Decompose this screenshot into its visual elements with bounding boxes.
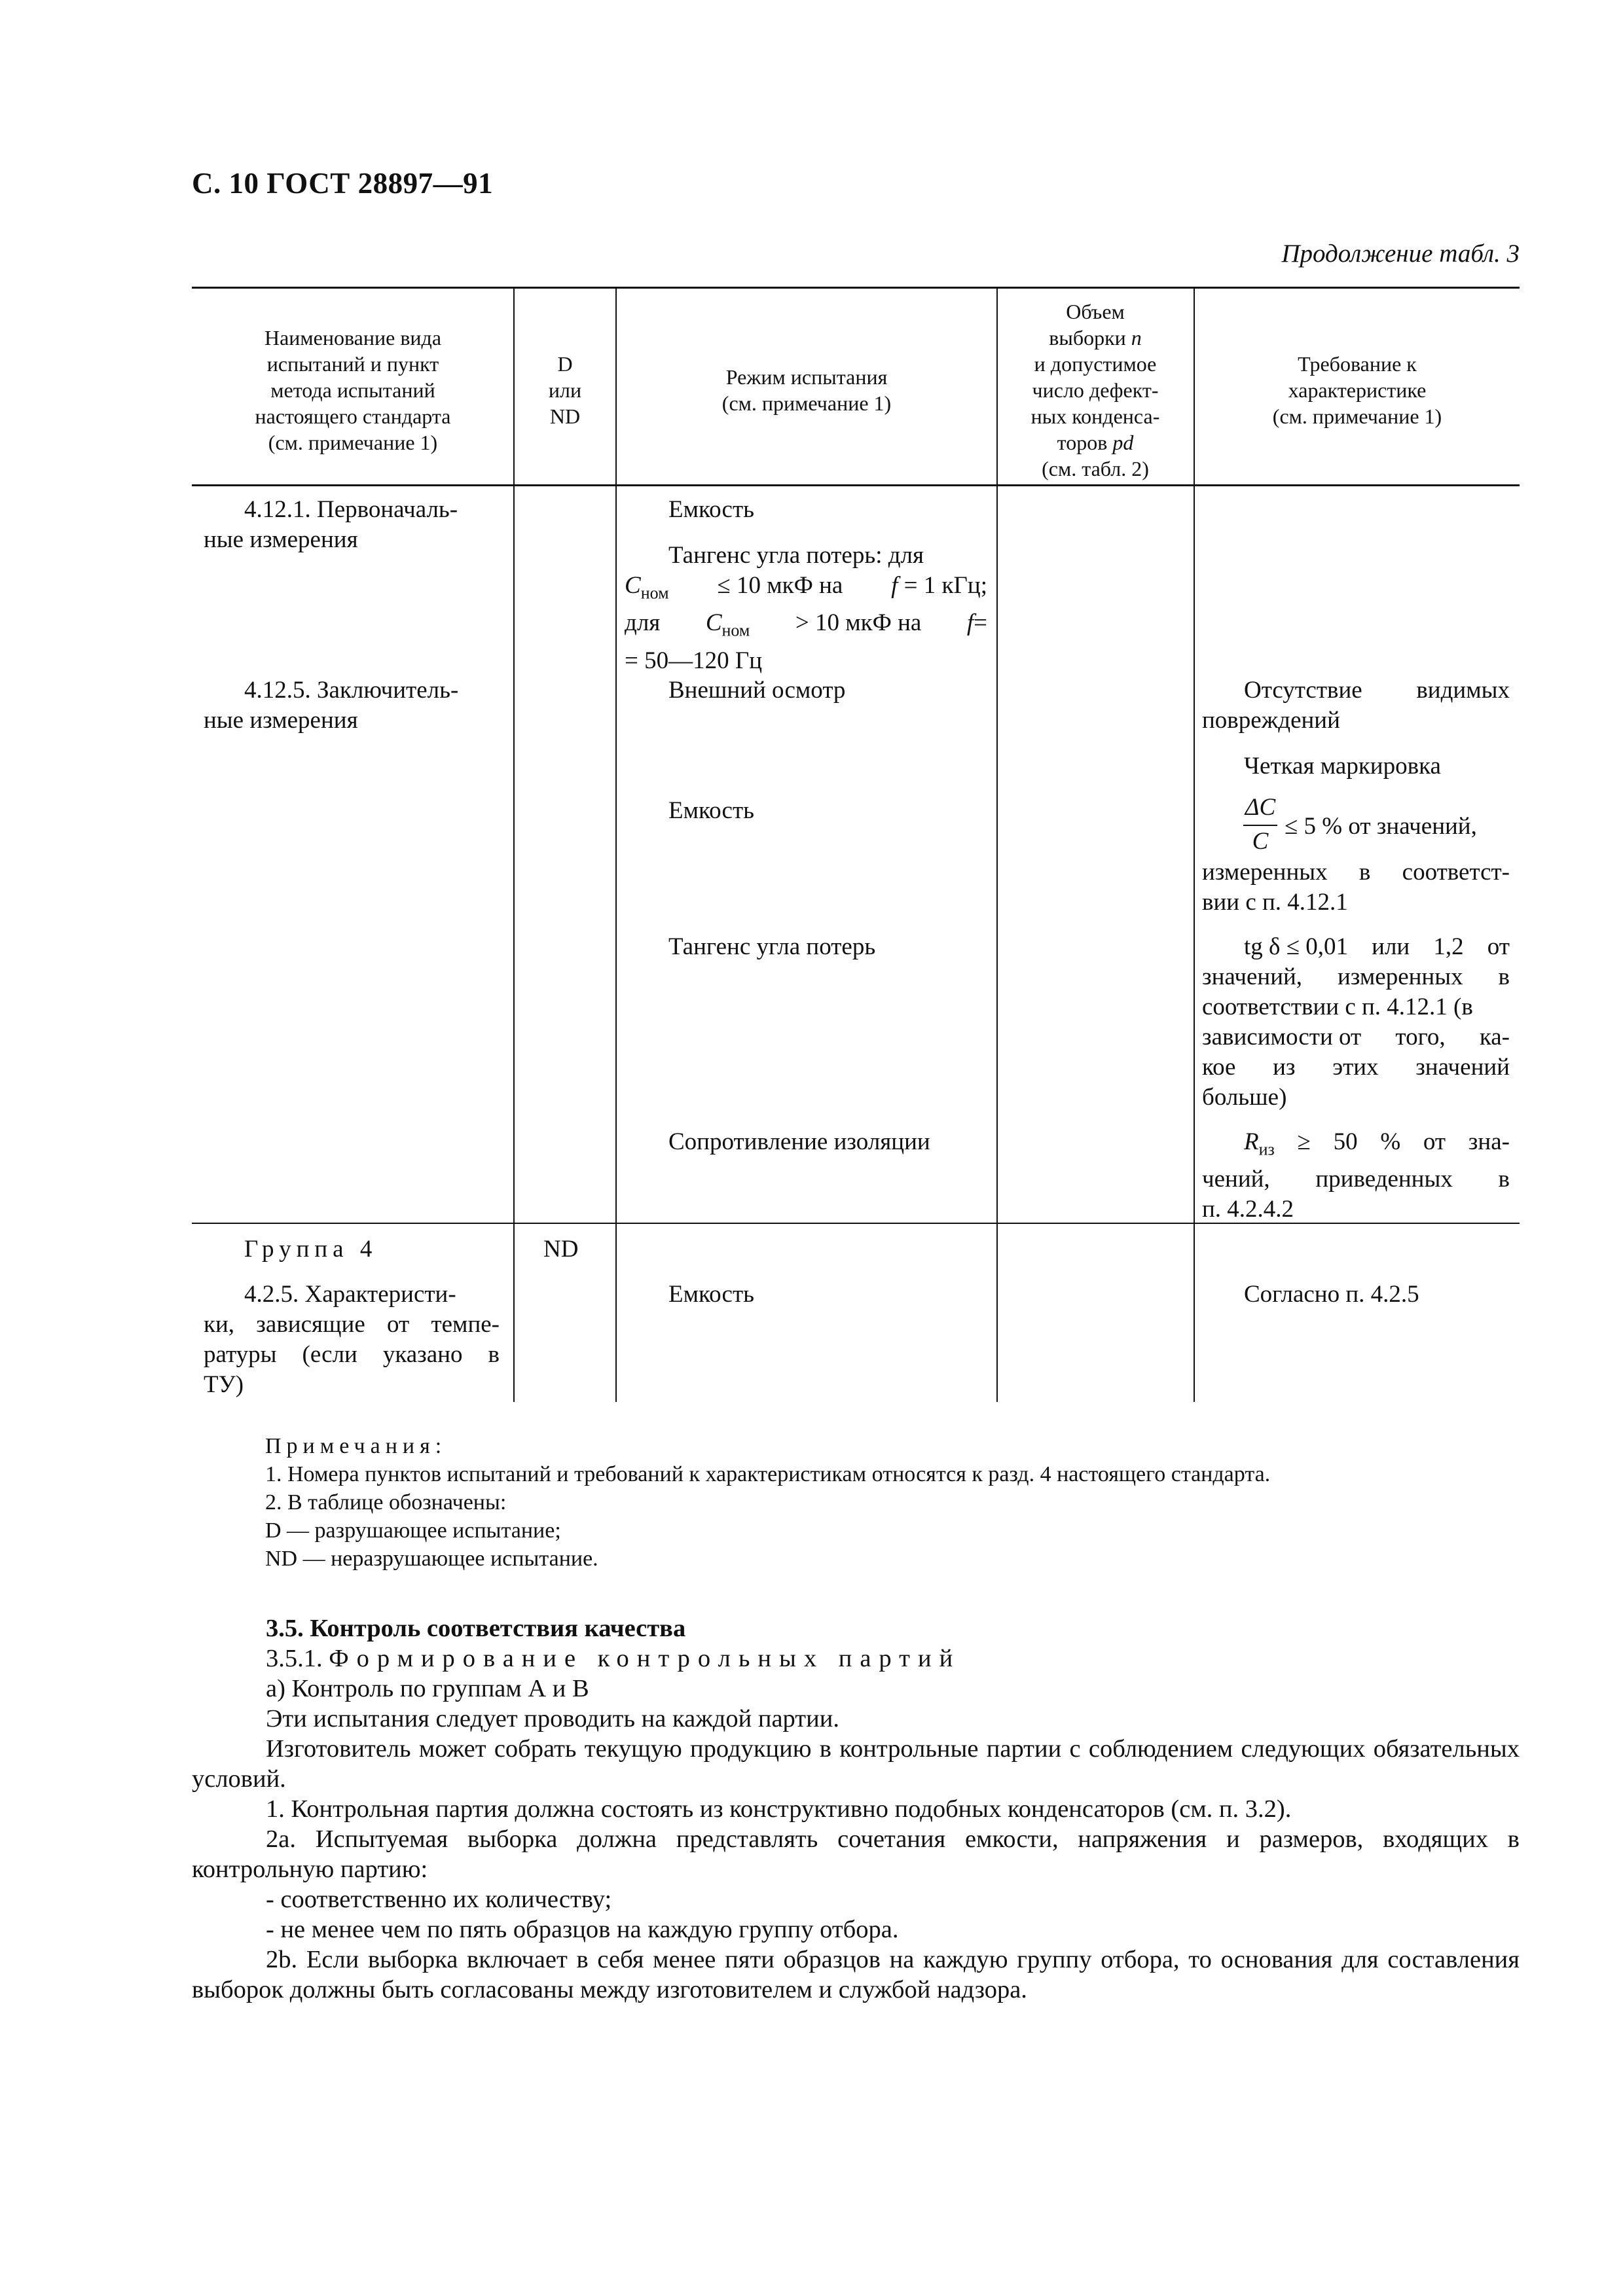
- col-header-test-mode: Режим испытания (см. примечание 1): [721, 365, 892, 415]
- requirement-clear-marking: Четкая маркировка: [1244, 753, 1441, 780]
- page-header: С. 10 ГОСТ 28897—91: [192, 167, 494, 200]
- requirement-no-damage: Отсутствие видимых повреждений: [1202, 677, 1510, 734]
- table-row-temperature-characteristics: 4.2.5. Характеристи- ки, зависящие от темпе- ратуры (если указано в ТУ): [204, 1281, 500, 1398]
- note-line: 1. Номера пунктов испытаний и требований к характеристикам относятся к разд. 4 настоящего стандарта.: [265, 1462, 1271, 1486]
- requirement-capacitance-change: ≤ 5 % от значений,: [1285, 813, 1477, 840]
- fraction-numerator: ΔC: [1245, 794, 1276, 821]
- col-header-requirement: Требование к характеристике (см. примечание 1): [1272, 352, 1442, 428]
- table-col-divider: [996, 288, 998, 1402]
- test-mode-loss-tangent-final: Тангенс угла потерь: [668, 933, 876, 960]
- requirement-capacitance-ref: измеренных в соответст- вии с п. 4.12.1: [1202, 859, 1510, 916]
- note-line: 2. В таблице обозначены:: [265, 1490, 507, 1515]
- table-header-rule: [192, 484, 1520, 486]
- group-4-label: Группа 4: [244, 1236, 378, 1263]
- test-mode-loss-tangent: Тангенс угла потерь: для $C_{ном}$ ≤ 10 мкФ на f = 1 кГц; для $C_{ном}$ > 10 мкФ на f= = 50—120 Гц: [625, 542, 987, 674]
- fraction-denominator: C: [1252, 828, 1269, 855]
- table-col-divider: [615, 288, 617, 1402]
- control-groups-a-b: а) Контроль по группам А и В: [266, 1675, 589, 1702]
- bullet-item: - соответственно их количеству;: [266, 1886, 612, 1913]
- bullet-item: - не менее чем по пять образцов на каждую группу отбора.: [266, 1916, 899, 1943]
- note-line: D — разрушающее испытание;: [265, 1518, 561, 1543]
- table-continuation-label: Продолжение табл. 3: [1281, 240, 1520, 268]
- section-heading: 3.5. Контроль соответствия качества: [266, 1615, 686, 1642]
- fraction-bar: [1243, 825, 1277, 826]
- table-top-rule: [192, 287, 1520, 289]
- paragraph: 1. Контрольная партия должна состоять из конструктивно подобных конденсаторов (см. п. 3.2).: [266, 1795, 1292, 1823]
- test-mode-capacitance: Емкость: [668, 496, 754, 523]
- table-col-divider: [513, 288, 515, 1402]
- col-header-test-name: Наименование вида испытаний и пункт метода испытаний настоящего стандарта (см. примечание 1): [255, 326, 451, 454]
- paragraph: Изготовитель может собрать текущую продукцию в контрольные партии с соблюдением следующих обязательных условий.: [192, 1735, 1520, 1793]
- section-3-5: [192, 1613, 1520, 2005]
- paragraph: 2b. Если выборка включает в себя менее пяти образцов на каждую группу отбора, то основания для составления выборок должны быть согласованы между изготовителем и службой надзора.: [192, 1946, 1520, 2003]
- notes-title: Примечания:: [265, 1434, 447, 1458]
- table-col-divider: [1194, 288, 1195, 1402]
- test-mode-insulation-resistance: Сопротивление изоляции: [668, 1128, 930, 1155]
- subsection-heading: 3.5.1. Формирование контрольных партий: [266, 1645, 961, 1672]
- requirement-loss-tangent: tg δ ≤ 0,01 или 1,2 от значений, измеренных в соответствии с п. 4.12.1 (в зависимости от того, ка- кое из этих значений больше): [1202, 933, 1510, 1111]
- paragraph: 2а. Испытуемая выборка должна представлять сочетания емкости, напряжения и размеров, входящих в контрольную партию:: [192, 1825, 1520, 1883]
- requirement-insulation-resistance: $R_{из}$ ≥ 50 % от зна- чений, приведенных в п. 4.2.4.2: [1202, 1128, 1510, 1223]
- test-mode-capacitance-group4: Емкость: [668, 1281, 754, 1308]
- table-row-initial-measurements: 4.12.1. Первоначаль- ные измерения: [204, 496, 458, 553]
- test-mode-capacitance: Емкость: [668, 797, 754, 824]
- note-line: ND — неразрушающее испытание.: [265, 1547, 598, 1571]
- requirement-group4: Согласно п. 4.2.5: [1244, 1281, 1419, 1308]
- paragraph: Эти испытания следует проводить на каждой партии.: [266, 1705, 839, 1732]
- col-header-d-nd: D или ND: [548, 352, 582, 428]
- col-header-sample-size: Объем выборки n и допустимое число дефект- ных конденса- торов pd (см. табл. 2): [1030, 300, 1160, 480]
- table-notes: [265, 1432, 1270, 1573]
- test-mode-visual-inspection: Внешний осмотр: [668, 677, 846, 704]
- group-4-nd: ND: [543, 1236, 579, 1263]
- table-row-final-measurements: 4.12.5. Заключитель- ные измерения: [204, 677, 459, 734]
